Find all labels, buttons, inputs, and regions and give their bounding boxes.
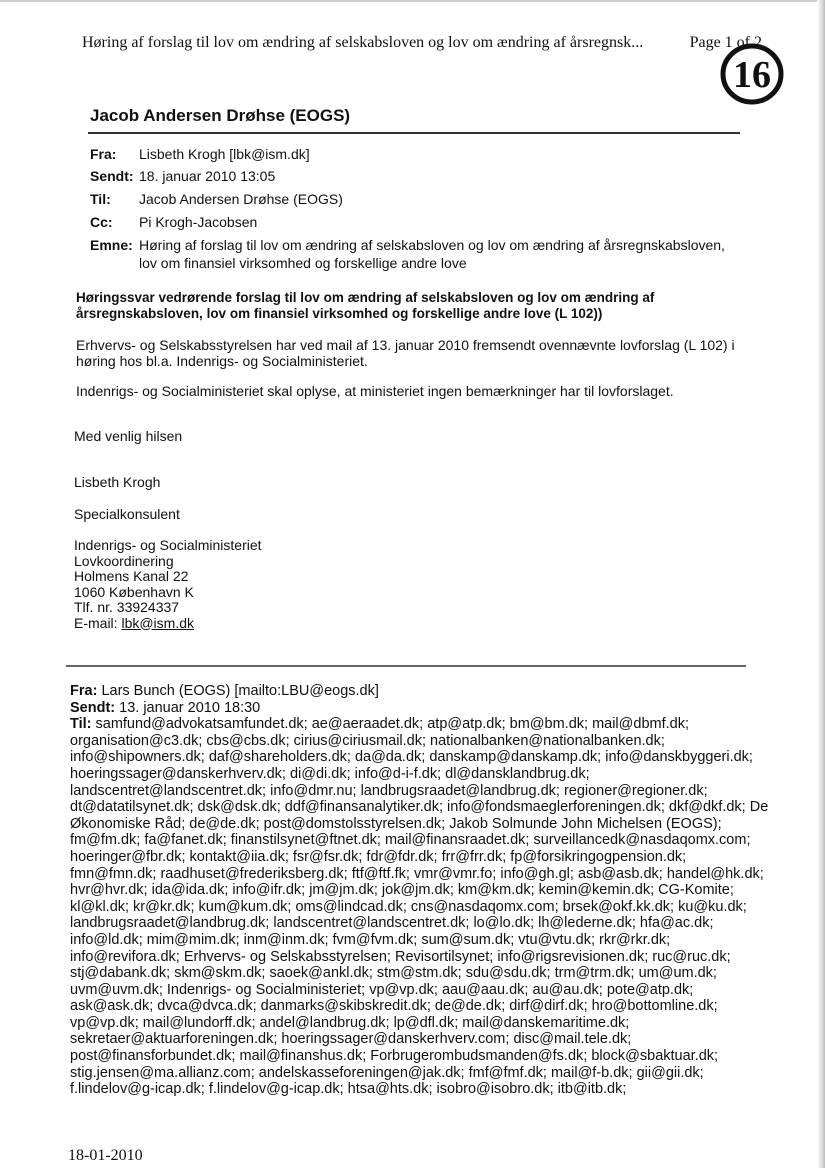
fwd-sent-label: Sendt: — [70, 699, 116, 716]
print-footer-date: 18-01-2010 — [68, 1147, 143, 1164]
field-value: Pi Krogh-Jacobsen — [139, 214, 258, 230]
email-label: E-mail: — [74, 614, 122, 631]
signer-email-link[interactable]: lbk@ism.dk — [121, 614, 195, 631]
stamp-number: 16 — [733, 54, 771, 96]
address-block — [74, 538, 262, 631]
fwd-to — [70, 716, 770, 1098]
field-value: Lisbeth Krogh [lbk@ism.dk] — [139, 146, 310, 162]
response-heading: Høringssvar vedrørende forslag til lov om ændring af selskabsloven og lov om ændring af årsregnskabsloven, lov om finansiel virksomhed og forskellige andre love (L 102)) — [76, 290, 655, 321]
field-label: Sendt: — [90, 168, 134, 184]
scan-right-edge — [817, 0, 825, 1168]
field-value: Jacob Andersen Drøhse (EOGS) — [139, 191, 343, 207]
field-label: Til: — [90, 191, 111, 207]
print-header — [82, 34, 762, 52]
circle-stamp-icon — [718, 40, 786, 108]
email-owner-title: Jacob Andersen Drøhse (EOGS) — [90, 106, 351, 125]
address-line: Holmens Kanal 22 — [74, 568, 189, 584]
address-line: 1060 København K — [74, 583, 194, 600]
field-value: Høring af forslag til lov om ændring af selskabsloven og lov om ændring af årsregnskabsloven, lov om finansiel virksomhed og forskellige andre love — [139, 237, 725, 271]
fwd-to-label: Til: — [70, 716, 92, 733]
signer-name: Lisbeth Krogh — [74, 474, 161, 490]
forward-divider — [66, 665, 746, 667]
print-header-page: Page 1 of 2 — [689, 34, 762, 51]
fwd-recipient-list: samfund@advokatsamfundet.dk; ae@aeraadet.dk; atp@atp.dk; bm@bm.dk; mail@dbmf.dk; organisation@c3.dk; cbs@cbs.dk; cirius@ciriusmail.dk; nationalbanken@nationalbanken.dk; info@shipowners.dk; daf@shareholders.dk; da@da.dk; danskamp@danskamp.dk; info@danskbyggeri.dk; hoeringssager@danskerhverv.dk; di@di.dk; info@d-i-f.dk; dl@dansklandbrug.dk; landscentret@landscentret.dk; info@dmr.nu; landbrugsraadet@landbrug.dk; regioner@regioner.dk; dt@datatilsynet.dk; dsk@dsk.dk; ddf@finansanalytiker.dk; info@fondsmaeglerforeningen.dk; dkf@dkf.dk; De Økonomiske Råd; de@de.dk; post@domstolsstyrelsen.dk; Jakob Solmunde John Michelsen (EOGS); fm@fm.dk; fa@fanet.dk; finanstilsynet@ftnet.dk; mail@finansraadet.dk; surveillancedk@nasdaqomx.com; hoeringer@fbr.dk; kontakt@iia.dk; fsr@fsr.dk; fdr@fdr.dk; frr@frr.dk; fp@forsikringogpension.dk; fmn@fmn.dk; raadhuset@frederiksberg.dk; ftf@ftf.fk; vmr@vmr.fo; info@gh.gl; asb@asb.dk; handel@hk.dk; hvr@hvr.dk; ida@ida.dk; info@ifr.dk; jm@jm.dk; jok@jm.dk; km@km.dk; kemin@kemin.dk; CG-Komite; kl@kl.dk; kr@kr.dk; kum@kum.dk; oms@lindcad.dk; cns@nasdaqomx.com; brsek@okf.kk.dk; ku@ku.dk; landbrugsraadet@landbrug.dk; landscentret@landscentret.dk; lo@lo.dk; lh@lederne.dk; hfa@ac.dk; info@ld.dk; mim@mim.dk; inm@inm.dk; fvm@fvm.dk; sum@sum.dk; vtu@vtu.dk; rkr@rkr.dk; info@revifora.dk; Erhvervs- og Selskabsstyrelsen; Revisortilsynet; info@rigsrevisionen.dk; ruc@ruc.dk; stj@dabank.dk; skm@skm.dk; saoek@ankl.dk; stm@stm.dk; sdu@sdu.dk; trm@trm.dk; um@um.dk; uvm@uvm.dk; Indenrigs- og Socialministeriet; vp@vp.dk; aau@aau.dk; au@au.dk; pote@atp.dk; ask@ask.dk; dvca@dvca.dk; danmarks@skibskredit.dk; de@de.dk; dirf@dirf.dk; hro@bottomline.dk; vp@vp.dk; mail@lundorff.dk; andel@landbrug.dk; lp@dfl.dk; mail@danskemaritime.dk; sekretaer@aktuarforeningen.dk; hoeringssager@danskerhverv.com; disc@mail.tele.dk; post@finansforbundet.dk; mail@finanshus.dk; Forbrugerombudsmanden@fs.dk; block@sbaktuar.dk; stig.jensen@ma.allianz.com; andelskasseforeningen@jak.dk; fmf@fmf.dk; mail@f-b.dk; gii@gii.dk; f.lindelov@g-icap.dk; f.lindelov@g-icap.dk; htsa@hts.dk; isobro@isobro.dk; itb@itb.dk; — [70, 716, 769, 1098]
body-paragraph-2: Indenrigs- og Socialministeriet skal oplyse, at ministeriet ingen bemærkninger har til lovforslaget. — [76, 383, 674, 399]
address-line: Tlf. nr. 33924337 — [74, 599, 180, 615]
signer-title: Specialkonsulent — [74, 506, 180, 522]
fwd-sent-value: 13. januar 2010 18:30 — [119, 699, 261, 716]
field-value: 18. januar 2010 13:05 — [139, 168, 276, 184]
body-paragraph-1: Erhvervs- og Selskabsstyrelsen har ved mail af 13. januar 2010 fremsendt ovennævnte lovforslag (L 102) i høring hos bl.a. Indenrigs- og Socialministeriet. — [76, 337, 735, 369]
address-line: Lovkoordinering — [74, 552, 174, 569]
field-label: Fra: — [90, 146, 117, 162]
field-label: Cc: — [90, 214, 113, 230]
fwd-sent — [70, 700, 770, 717]
fwd-from-label: Fra: — [70, 683, 98, 699]
scan-top-edge — [0, 0, 825, 2]
email-line — [74, 616, 262, 632]
forwarded-message-header — [70, 683, 770, 1098]
address-line: Indenrigs- og Socialministeriet — [74, 537, 262, 553]
fwd-from — [70, 683, 770, 700]
field-cc — [90, 213, 739, 231]
print-header-subject: Høring af forslag til lov om ændring af selskabsloven og lov om ændring af årsregnsk... — [82, 34, 644, 51]
handwritten-number-stamp — [718, 40, 786, 108]
header-divider — [88, 132, 740, 134]
field-from — [90, 145, 739, 163]
greeting: Med venlig hilsen — [74, 428, 183, 444]
field-label: Emne: — [90, 237, 133, 253]
field-to — [90, 190, 739, 208]
field-subject — [90, 236, 739, 272]
field-sent — [90, 167, 739, 185]
fwd-from-value: Lars Bunch (EOGS) [mailto:LBU@eogs.dk] — [101, 683, 379, 699]
